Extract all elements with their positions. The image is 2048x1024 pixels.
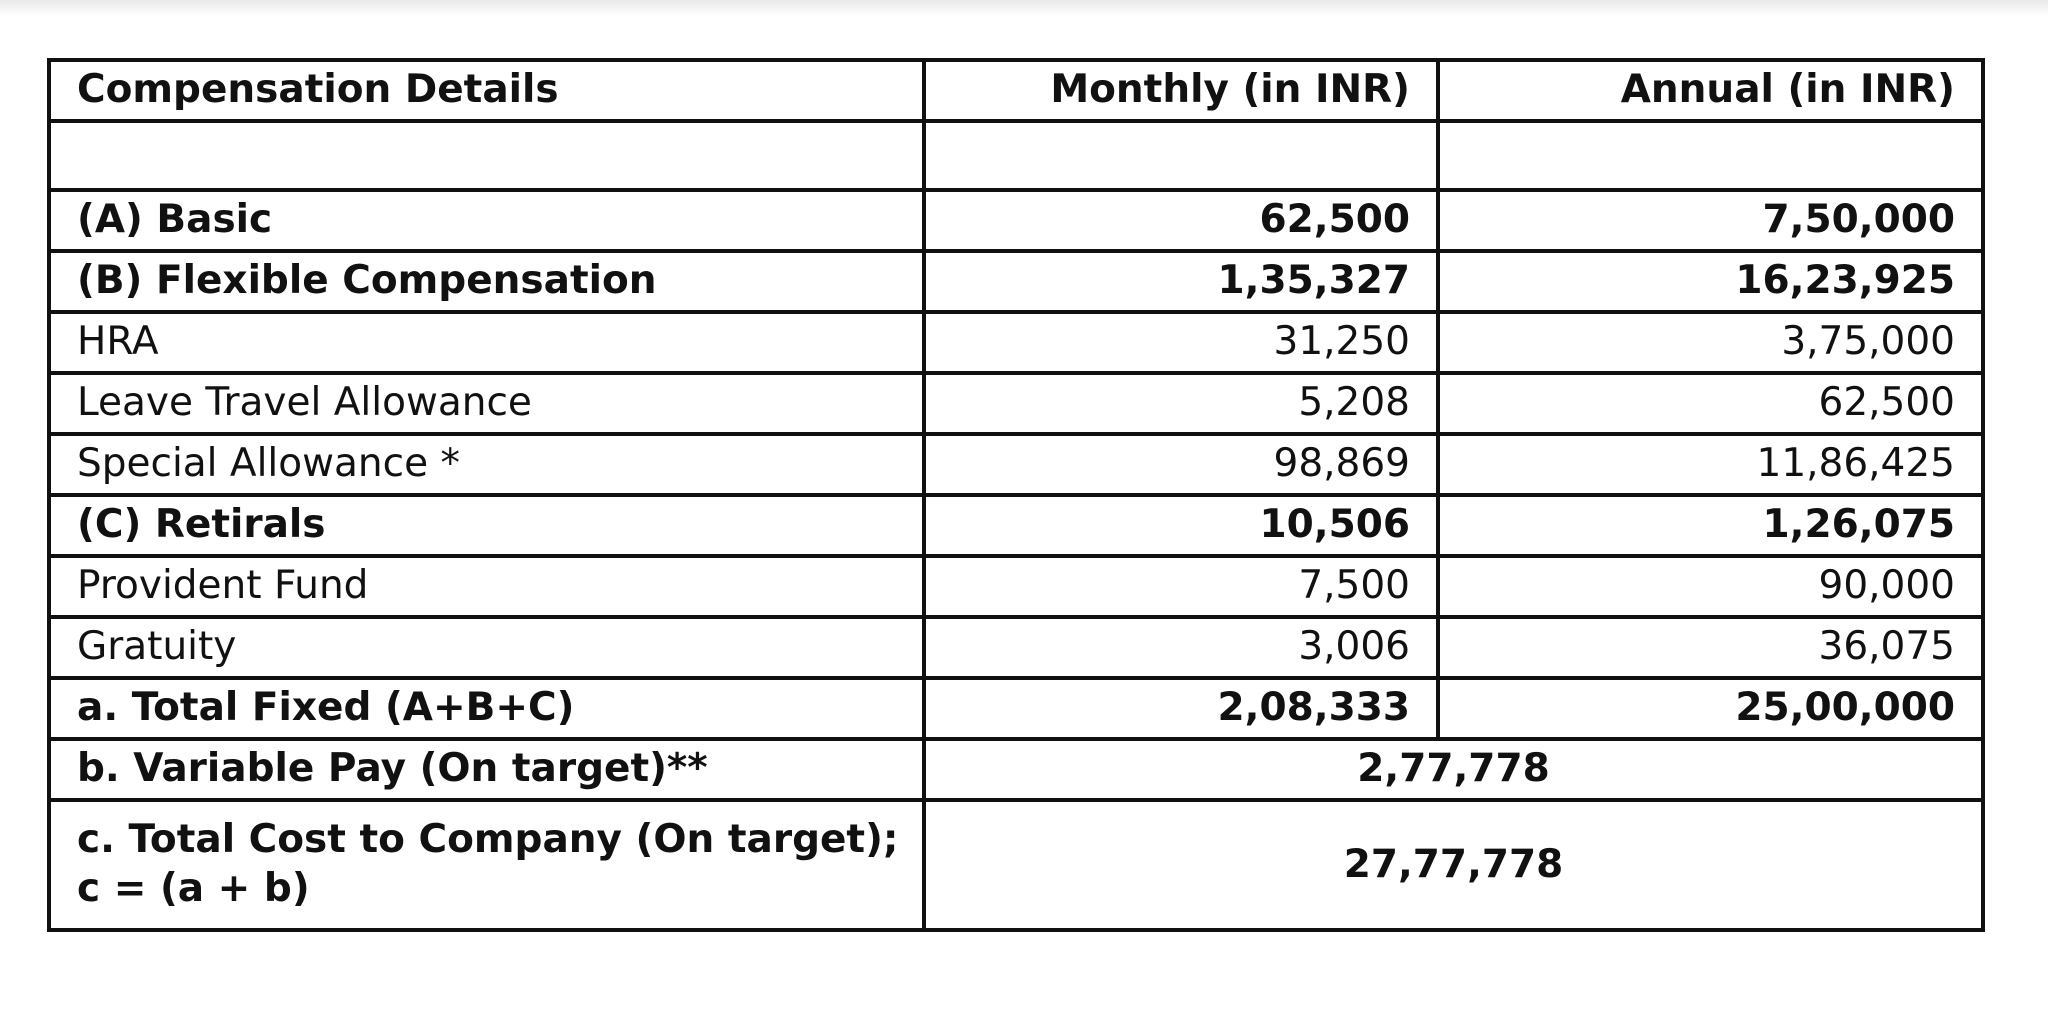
row-label: Provident Fund	[49, 556, 924, 617]
header-annual: Annual (in INR)	[1438, 60, 1983, 121]
row-label: Gratuity	[49, 617, 924, 678]
annual-value: 1,26,075	[1438, 495, 1983, 556]
empty-cell	[924, 121, 1438, 190]
row-basic	[49, 190, 1983, 251]
ctc-label-line2: c = (a + b)	[77, 866, 310, 911]
row-hra	[49, 312, 1983, 373]
annual-value: 90,000	[1438, 556, 1983, 617]
row-label: Leave Travel Allowance	[49, 373, 924, 434]
compensation-table	[47, 58, 1985, 932]
annual-value: 11,86,425	[1438, 434, 1983, 495]
annual-value: 25,00,000	[1438, 678, 1983, 739]
row-label: (A) Basic	[49, 190, 924, 251]
annual-value: 7,50,000	[1438, 190, 1983, 251]
row-label: HRA	[49, 312, 924, 373]
monthly-value: 7,500	[924, 556, 1438, 617]
header-compensation-details: Compensation Details	[49, 60, 924, 121]
annual-value: 3,75,000	[1438, 312, 1983, 373]
row-label: (B) Flexible Compensation	[49, 251, 924, 312]
empty-cell	[1438, 121, 1983, 190]
monthly-value: 1,35,327	[924, 251, 1438, 312]
annual-value: 36,075	[1438, 617, 1983, 678]
row-provident-fund	[49, 556, 1983, 617]
row-label: b. Variable Pay (On target)**	[49, 739, 924, 800]
row-gratuity	[49, 617, 1983, 678]
row-label: a. Total Fixed (A+B+C)	[49, 678, 924, 739]
top-edge-shadow	[0, 0, 2048, 16]
row-leave-travel-allowance	[49, 373, 1983, 434]
ctc-label-line1: c. Total Cost to Company (On target);	[77, 817, 899, 863]
monthly-value: 10,506	[924, 495, 1438, 556]
monthly-value: 5,208	[924, 373, 1438, 434]
annual-value: 16,23,925	[1438, 251, 1983, 312]
empty-cell	[49, 121, 924, 190]
row-retirals	[49, 495, 1983, 556]
monthly-value: 3,006	[924, 617, 1438, 678]
row-label: (C) Retirals	[49, 495, 924, 556]
empty-row	[49, 121, 1983, 190]
row-total-fixed	[49, 678, 1983, 739]
row-special-allowance	[49, 434, 1983, 495]
row-label: Special Allowance *	[49, 434, 924, 495]
variable-pay-value: 2,77,778	[924, 739, 1983, 800]
table-header-row	[49, 60, 1983, 121]
row-label	[49, 800, 924, 930]
monthly-value: 62,500	[924, 190, 1438, 251]
annual-value: 62,500	[1438, 373, 1983, 434]
total-ctc-value: 27,77,778	[924, 800, 1983, 930]
monthly-value: 98,869	[924, 434, 1438, 495]
row-flexible-compensation	[49, 251, 1983, 312]
row-total-cost-to-company	[49, 800, 1983, 930]
row-variable-pay	[49, 739, 1983, 800]
monthly-value: 31,250	[924, 312, 1438, 373]
header-monthly: Monthly (in INR)	[924, 60, 1438, 121]
monthly-value: 2,08,333	[924, 678, 1438, 739]
